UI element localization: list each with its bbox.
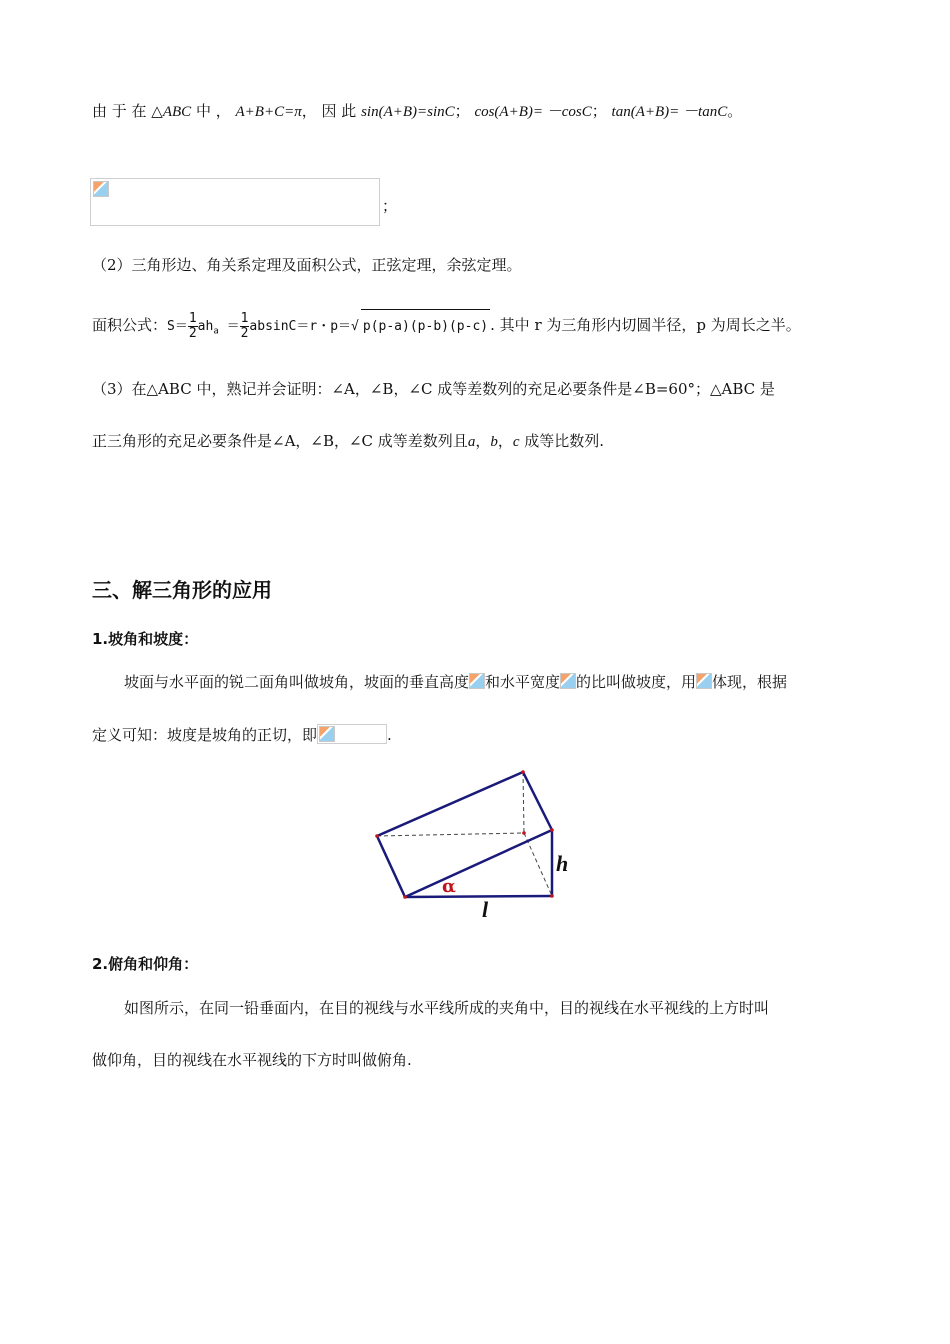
dashed-vertical-edge [523,772,524,833]
frac-den: 2 [188,326,197,341]
text-run: 体现，根据 [712,673,788,691]
broken-image-box [90,178,380,226]
area-label: 面积公式： [92,316,168,334]
theorem-paragraph: （2）三角形边、角关系定理及面积公式，正弦定理，余弦定理。 [92,256,522,274]
text-run: 定义可知：坡度是坡角的正切，即 [92,726,318,744]
text-run: ， [497,432,513,450]
arith-seq-line-2 [92,431,604,452]
bottom-edge [405,896,552,897]
vertex-point [550,894,554,898]
area-tail: 其中 r 为三角形内切圆半径，p 为周长之半。 [499,316,801,334]
label-alpha: α [442,876,456,897]
elevation-paragraph-line-1: 如图所示，在同一铅垂面内，在目的视线与水平线所成的夹角中，目的视线在水平视线的上方时叫 [124,999,770,1017]
subsection-slope-title: 1.坡角和坡度： [92,630,199,648]
top-edge [377,772,523,836]
right-slant-edge [523,772,552,830]
subsection-elevation-title: 2.俯角和仰角： [92,955,199,973]
math-c: c [512,434,520,450]
formula-part: ah [197,319,214,334]
label-h: h [556,851,569,876]
label-l: l [482,897,489,920]
math-tan-identity: tan(A+B)= －tanC [611,104,728,120]
arith-seq-line-1: （3）在△ABC 中，熟记并会证明：∠A，∠B，∠C 成等差数列的充足必要条件是∠B=60°；△ABC 是 [92,380,775,398]
math-cos-identity: cos(A+B)= －cosC [474,104,592,120]
fraction-half-2 [240,312,250,341]
text-run: 成等比数列. [519,432,605,450]
elevation-paragraph-line-2: 做仰角，目的视线在水平视线的下方时叫做俯角. [92,1051,412,1069]
box-suffix: ； [382,197,398,215]
text-run: 由 于 在 △ [92,102,163,120]
formula-part: absinC＝r・p＝ [249,319,352,334]
broken-image-box [317,724,387,744]
formula-sub: a [213,326,219,337]
broken-image-icon [319,726,335,742]
broken-image-icon [560,673,576,689]
text-run: 坡面与水平面的锐二面角叫做坡角，坡面的垂直高度 [124,673,470,691]
frac-den: 2 [240,326,249,341]
broken-image-icon [696,673,712,689]
vertex-point [403,895,407,899]
text-run: 正三角形的充足必要条件是∠A，∠B，∠C 成等差数列且 [92,432,468,450]
formula-part: ＝ [226,319,240,334]
vertex-point [521,770,525,774]
broken-image-icon [469,673,485,689]
identity-paragraph [92,101,742,122]
area-formula [167,311,490,341]
frac-num: 1 [240,311,249,326]
broken-image-icon [93,181,109,197]
text-run: 的比叫做坡度，用 [576,673,697,691]
slope-diagonal [405,830,552,897]
formula-dot: . [490,316,495,334]
math-abc: ABC [162,104,192,120]
section-title: 三、解三角形的应用 [92,578,272,602]
area-formula-line [92,308,801,349]
text-run: ； [591,102,607,120]
text-run: 中 ， [191,102,231,120]
vertex-point [522,831,526,835]
text-run: ， [475,432,491,450]
text-run: 和水平宽度 [485,673,561,691]
math-b: b [490,434,498,450]
sqrt-body: p(p-a)(p-b)(p-c) [361,309,490,344]
slope-paragraph-line-1 [124,672,787,692]
fraction-half [188,312,198,341]
dashed-back-edge [377,833,524,836]
vertex-point [375,834,379,838]
math-a: a [467,434,476,450]
text-run: . [387,726,392,744]
text-run: 。 [727,102,743,120]
math-angle-sum: A+B+C=π [235,104,302,120]
formula-part: S＝ [167,319,188,334]
frac-num: 1 [188,311,197,326]
slope-diagram [360,760,590,920]
math-sin-identity: sin(A+B)=sinC [361,104,455,120]
dashed-base-edge [524,833,552,896]
vertex-point [550,828,554,832]
sqrt-sign: √ [351,319,359,334]
text-run: ， 因 此 [301,102,357,120]
text-run: ； [454,102,470,120]
slope-paragraph-line-2 [92,724,392,745]
left-edge [377,836,405,897]
